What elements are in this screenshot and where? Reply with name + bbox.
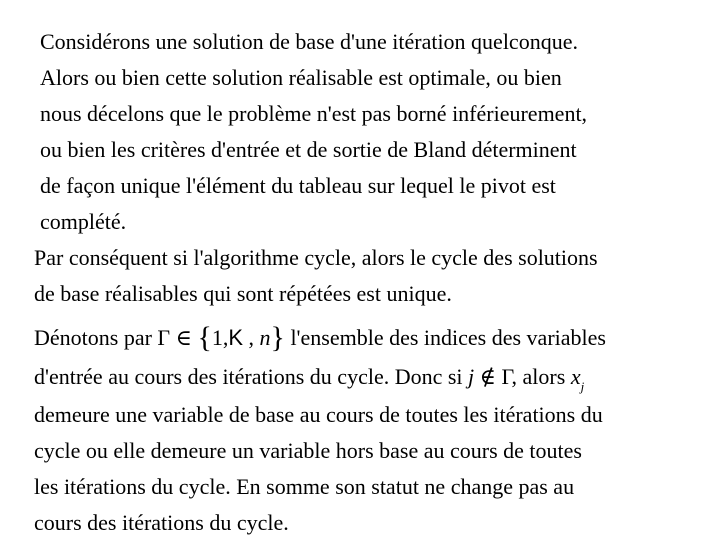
- text-line-with-math: [34, 321, 606, 354]
- text-span: Dénotons par: [34, 325, 158, 350]
- j-variable: j: [468, 364, 475, 389]
- gamma-symbol: Γ: [157, 325, 171, 350]
- set-ellipsis: K: [228, 325, 244, 350]
- text-span: l'ensemble des indices des variables: [284, 325, 606, 350]
- set-n: n: [259, 325, 271, 350]
- text-line: de façon unique l'élément du tableau sur lequel le pivot est: [40, 173, 556, 198]
- text-span: , alors: [511, 364, 571, 389]
- text-line: demeure une variable de base au cours de toutes les itérations du: [34, 402, 603, 427]
- set-start: 1,: [211, 325, 229, 350]
- text-line: Alors ou bien cette solution réalisable est optimale, ou bien: [40, 65, 562, 90]
- text-line: cours des itérations du cycle.: [34, 510, 289, 535]
- text-line: de base réalisables qui sont répétées est unique.: [34, 281, 452, 306]
- text-line: nous décelons que le problème n'est pas borné inférieurement,: [40, 101, 588, 126]
- not-element-of-symbol: ∉: [474, 364, 502, 389]
- x-variable: x: [570, 364, 581, 389]
- text-line: les itérations du cycle. En somme son statut ne change pas au: [34, 474, 575, 499]
- element-of-symbol: ∈: [170, 325, 198, 350]
- x-subscript-j: j: [580, 379, 585, 394]
- text-span: d'entrée au cours des itérations du cycle. Donc si: [34, 364, 469, 389]
- text-line-with-math: [34, 364, 584, 393]
- brace-open: {: [197, 321, 212, 354]
- gamma-symbol: Γ: [501, 364, 512, 389]
- text-line: cycle ou elle demeure un variable hors base au cours de toutes: [34, 438, 582, 463]
- text-line: complété.: [40, 209, 127, 234]
- set-comma: ,: [243, 325, 260, 350]
- text-line: Par conséquent si l'algorithme cycle, alors le cycle des solutions: [34, 245, 598, 270]
- brace-close: }: [270, 321, 285, 354]
- text-line: ou bien les critères d'entrée et de sortie de Bland déterminent: [40, 137, 577, 162]
- text-line: Considérons une solution de base d'une itération quelconque.: [40, 29, 578, 54]
